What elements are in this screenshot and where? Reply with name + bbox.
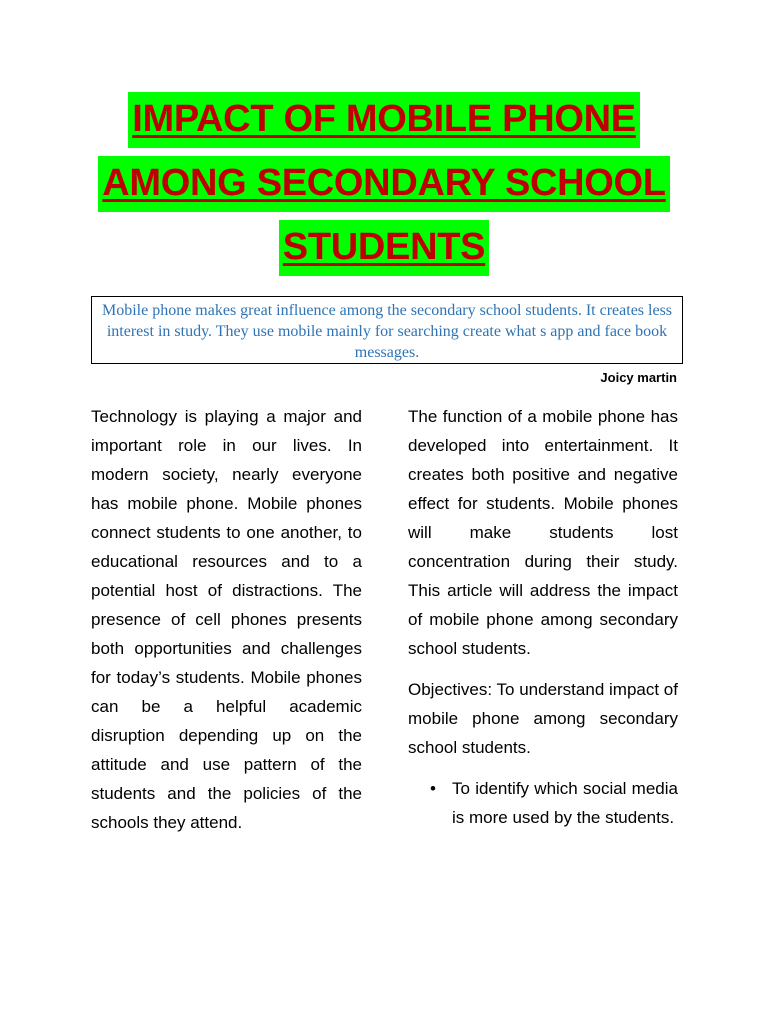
document-title — [0, 92, 768, 284]
title-line-3: STUDENTS — [279, 220, 489, 276]
left-column-paragraph: Technology is playing a major and important role in our lives. In modern society, nearly everyone has mobile phone. Mobile phones connect students to one another, to educational resources and to a potential host of distractions. The presence of cell phones presents both opportunities and challenges for today’s students. Mobile phones can be a helpful academic disruption depending up on the attitude and use pattern of the students and the policies of the schools they attend. — [91, 407, 362, 832]
pull-quote-box — [91, 296, 683, 364]
quote-author: Joicy martin — [600, 370, 677, 385]
list-item — [430, 774, 678, 832]
pull-quote-text: Mobile phone makes great influence among the secondary school students. It creates less interest in study. They use mobile mainly for searching create what s app and face book messages. — [101, 302, 673, 361]
left-column — [91, 402, 362, 849]
title-line-2: AMONG SECONDARY SCHOOL — [98, 156, 669, 212]
bullet-icon: • — [430, 779, 436, 798]
right-column-paragraph: The function of a mobile phone has developed into entertainment. It creates both positive and negative effect for students. Mobile phones will make students lost concentration during their study. This article will address the impact of mobile phone among secondary school students. — [408, 407, 678, 658]
list-item-text: To identify which social media is more used by the students. — [452, 779, 678, 827]
objectives-paragraph: Objectives: To understand impact of mobile phone among secondary school students. — [408, 680, 678, 757]
right-column — [408, 402, 678, 832]
objectives-list — [408, 774, 678, 832]
title-line-1: IMPACT OF MOBILE PHONE — [128, 92, 640, 148]
